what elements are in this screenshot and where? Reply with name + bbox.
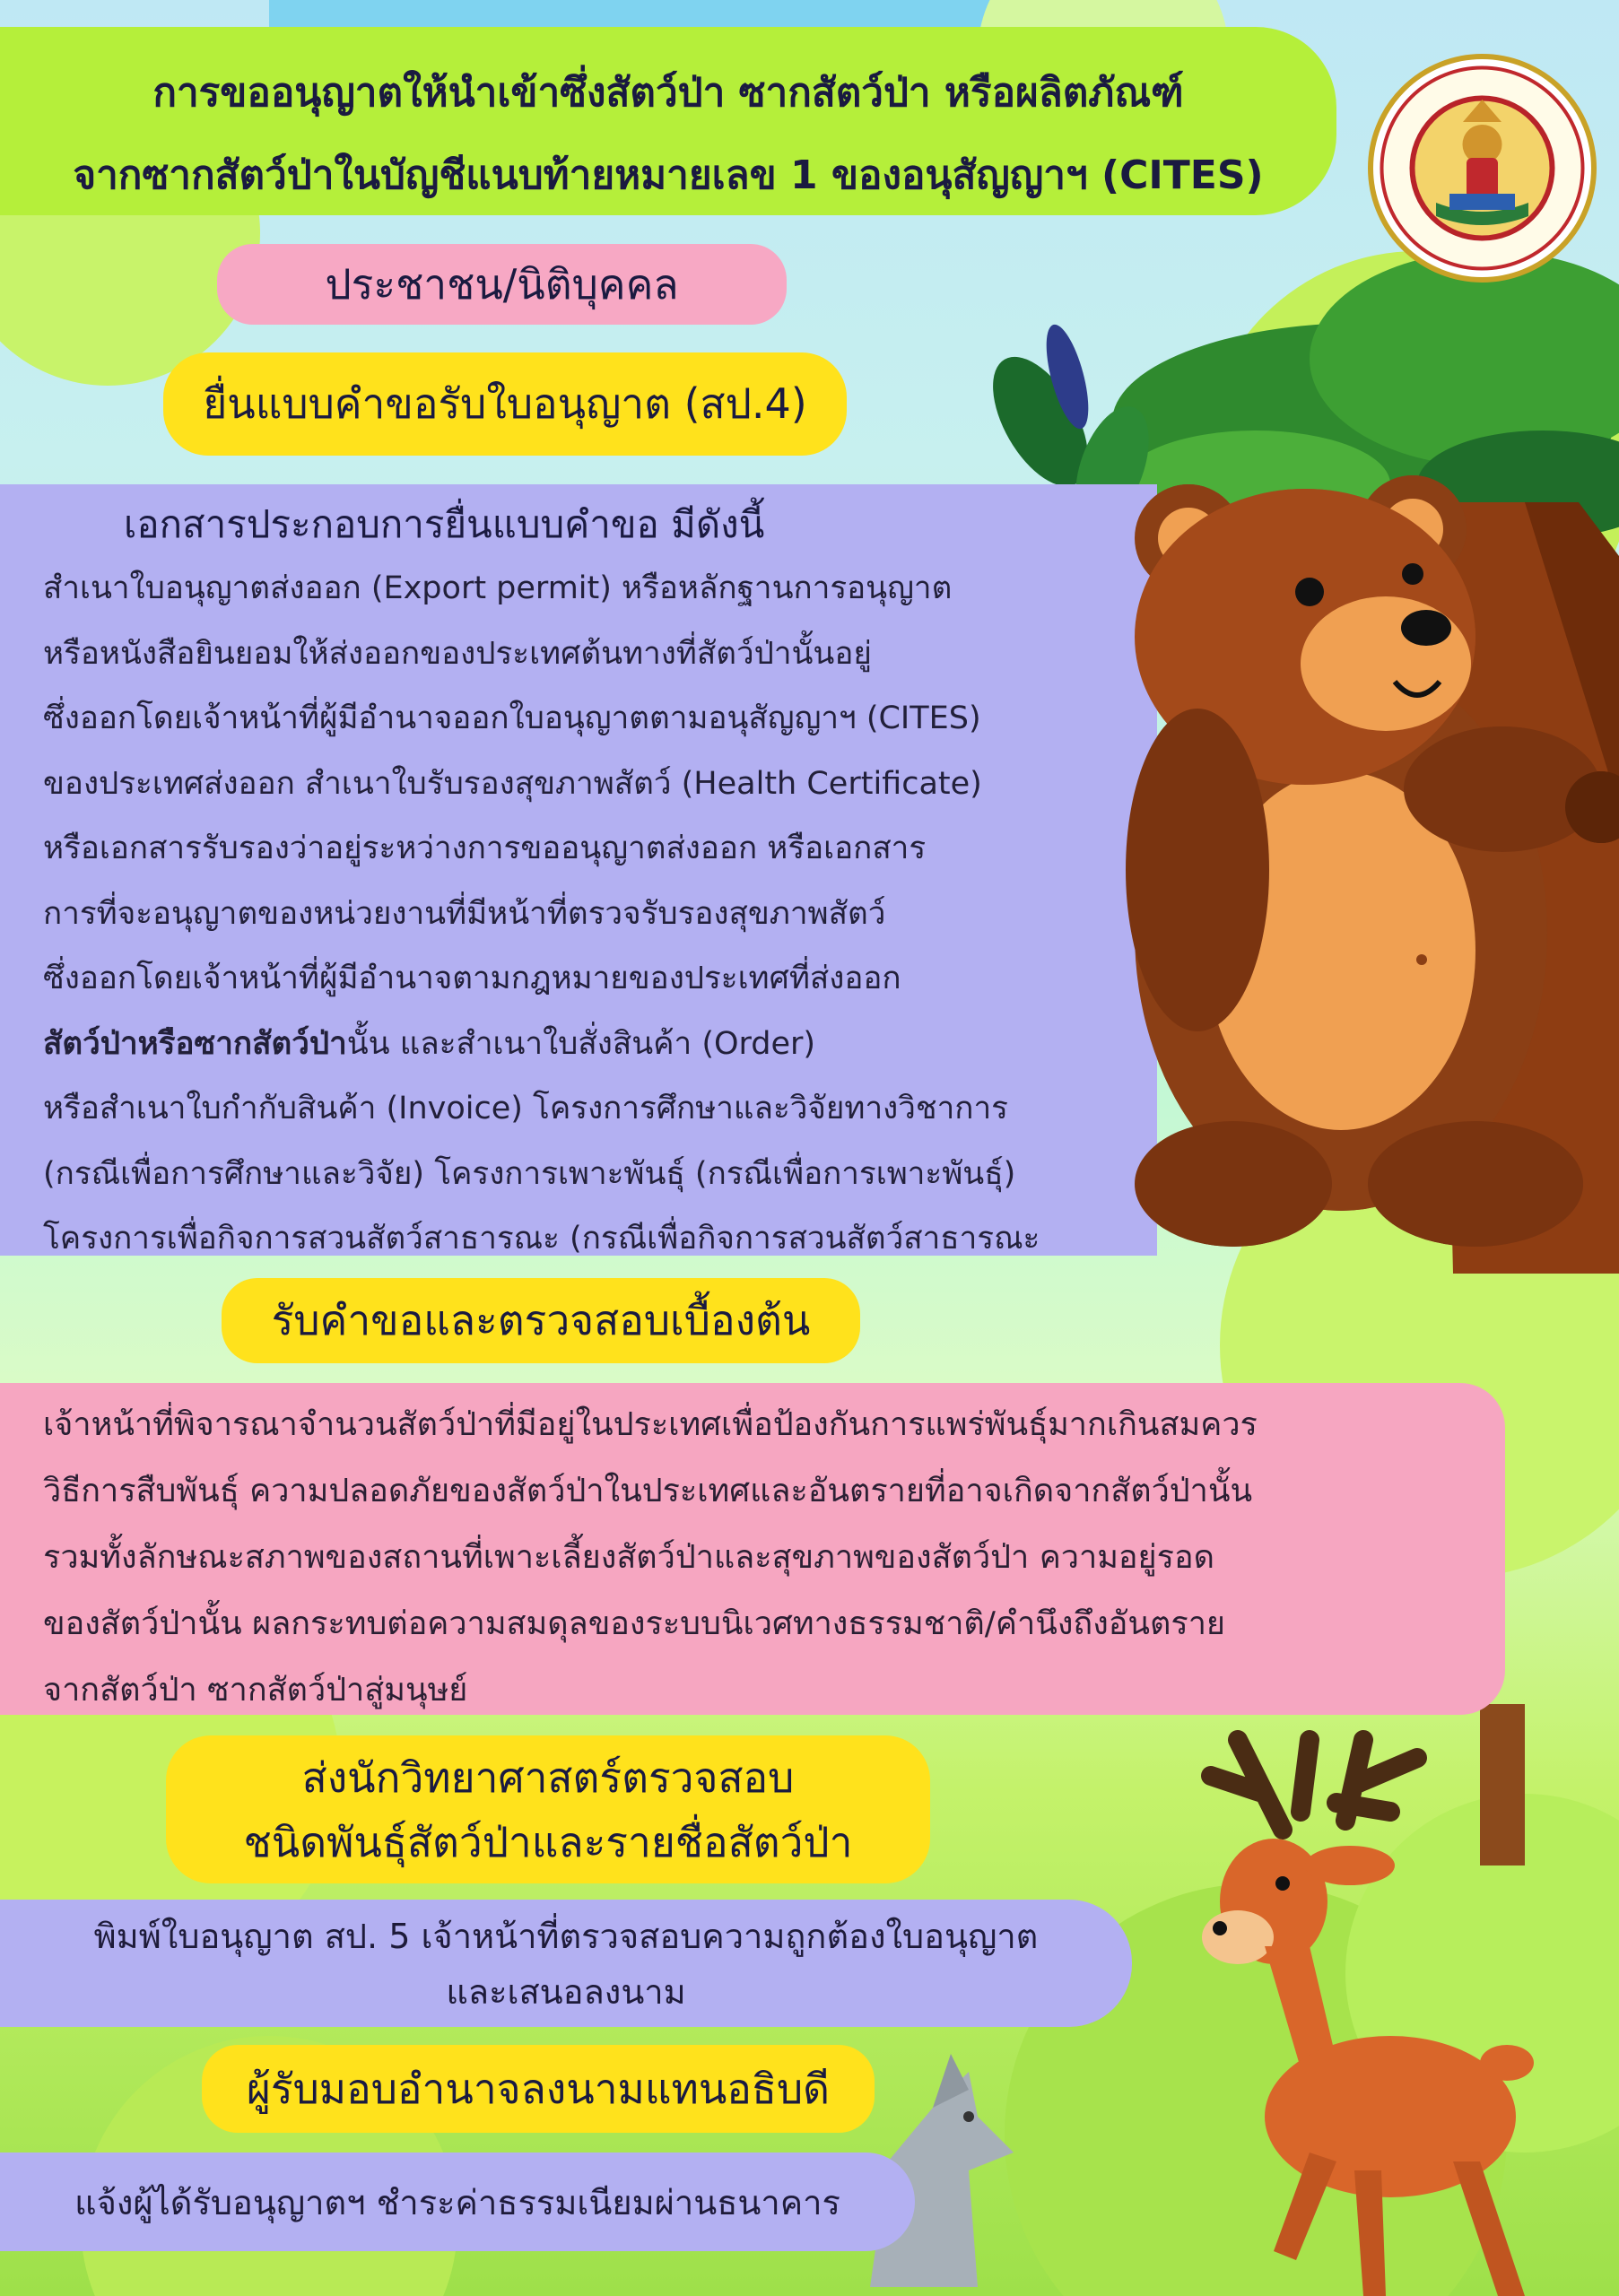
- documents-line: หรือหนังสือยินยอมให้ส่งออกของประเทศต้นทางที่สัตว์ป่านั้นอยู่: [43, 635, 872, 672]
- consideration-panel: [0, 1383, 1505, 1715]
- bear-overlay: [1117, 466, 1619, 1274]
- print-permit-panel: [0, 1900, 1132, 2027]
- scientist-line-2: ชนิดพันธุ์สัตว์ป่าและรายชื่อสัตว์ป่า: [243, 1817, 853, 1866]
- documents-heading: เอกสารประกอบการยื่นแบบคำขอ มีดังนี้: [124, 502, 765, 546]
- authorized-signer-pill: ผู้รับมอบอำนาจลงนามแทนอธิบดี: [202, 2045, 875, 2133]
- documents-line: โครงการเพื่อกิจการสวนสัตว์สาธารณะ (กรณีเพื่อกิจการสวนสัตว์สาธารณะ: [43, 1221, 1040, 1257]
- print-permit-line-1: พิมพ์ใบอนุญาต สป. 5 เจ้าหน้าที่ตรวจสอบความถูกต้องใบอนุญาต: [93, 1917, 1039, 1956]
- consideration-line: รวมทั้งลักษณะสภาพของสถานที่เพาะเลี้ยงสัตว์ป่าและสุขภาพของสัตว์ป่า ความอยู่รอด: [43, 1539, 1214, 1576]
- documents-line: ซึ่งออกโดยเจ้าหน้าที่ผู้มีอำนาจออกใบอนุญาตตามอนุสัญญาฯ (CITES): [43, 700, 981, 736]
- documents-line: การที่จะอนุญาตของหน่วยงานที่มีหน้าที่ตรวจรับรองสุขภาพสัตว์: [43, 895, 886, 932]
- consideration-line: วิธีการสืบพันธุ์ ความปลอดภัยของสัตว์ป่าในประเทศและอันตรายที่อาจเกิดจากสัตว์ป่านั้น: [43, 1473, 1253, 1509]
- documents-line: ของประเทศส่งออก สำเนาใบรับรองสุขภาพสัตว์ (Health Certificate): [43, 765, 982, 802]
- scientist-line-1: ส่งนักวิทยาศาสตร์ตรวจสอบ: [301, 1752, 795, 1802]
- department-seal-logo: [1368, 54, 1597, 283]
- documents-line: หรือเอกสารรับรองว่าอยู่ระหว่างการขออนุญาตส่งออก หรือเอกสาร: [43, 831, 927, 866]
- consideration-line: ของสัตว์ป่านั้น ผลกระทบต่อความสมดุลของระบบนิเวศทางธรรมชาติ/คำนึงถึงอันตราย: [43, 1605, 1226, 1642]
- title-line-2: จากซากสัตว์ป่าในบัญชีแนบท้ายหมายเลข 1 ของอนุสัญญาฯ (CITES): [73, 152, 1264, 198]
- seal-emblem-icon: [1373, 59, 1591, 277]
- documents-line: สำเนาใบอนุญาตส่งออก (Export permit) หรือหลักฐานการอนุญาต: [43, 570, 953, 606]
- documents-bold-phrase: สัตว์ป่าหรือซากสัตว์ป่า: [43, 1025, 347, 1062]
- title-banner: [0, 27, 1336, 215]
- receive-check-pill: รับคำขอและตรวจสอบเบื้องต้น: [222, 1278, 860, 1363]
- documents-line: (กรณีเพื่อการศึกษาและวิจัย) โครงการเพาะพันธุ์ (กรณีเพื่อการเพาะพันธุ์): [43, 1155, 1016, 1192]
- consideration-line: จากสัตว์ป่า ซากสัตว์ป่าสู่มนุษย์: [43, 1672, 468, 1709]
- applicant-pill: ประชาชน/นิติบุคคล: [217, 244, 787, 325]
- deer-illustration: [1130, 1722, 1561, 2296]
- documents-line: [43, 1012, 1157, 1077]
- notify-text: แจ้งผู้ได้รับอนุญาตฯ ชำระค่าธรรมเนียมผ่านธนาคาร: [74, 2182, 840, 2222]
- documents-line: ซึ่งออกโดยเจ้าหน้าที่ผู้มีอำนาจตามกฎหมายของประเทศที่ส่งออก: [43, 961, 901, 996]
- documents-panel: [0, 484, 1157, 1256]
- print-permit-line-2: และเสนอลงนาม: [446, 1972, 686, 2012]
- scientist-check-pill: [166, 1735, 930, 1883]
- title-line-1: การขออนุญาตให้นำเข้าซึ่งสัตว์ป่า ซากสัตว์ป่า หรือผลิตภัณฑ์: [152, 70, 1184, 116]
- documents-line: หรือสำเนาใบกำกับสินค้า (Invoice) โครงการศึกษาและวิจัยทางวิชาการ: [43, 1091, 1008, 1126]
- submit-form-pill: ยื่นแบบคำขอรับใบอนุญาต (สป.4): [163, 352, 847, 456]
- consideration-line: เจ้าหน้าที่พิจารณาจำนวนสัตว์ป่าที่มีอยู่ในประเทศเพื่อป้องกันการแพร่พันธุ์มากเกินสมควร: [43, 1406, 1258, 1443]
- documents-line-rest: นั้น และสำเนาใบสั่งสินค้า (Order): [346, 1025, 816, 1062]
- notify-panel: [0, 2152, 915, 2251]
